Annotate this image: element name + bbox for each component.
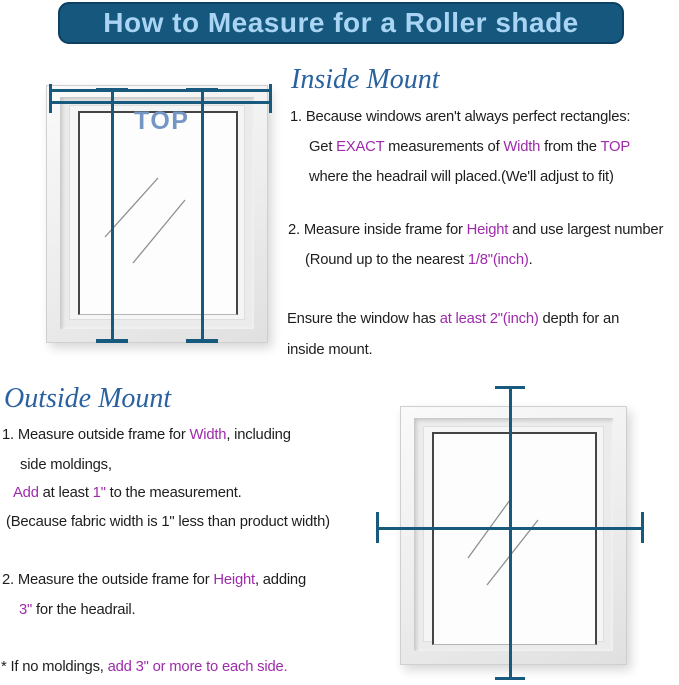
outside-item1-line4: (Because fabric width is 1" less than product width): [6, 514, 330, 530]
outside-item2-line1: [2, 572, 306, 588]
text-segment: .: [528, 252, 533, 268]
text-segment: Get: [309, 139, 337, 155]
text-segment: , adding: [254, 572, 306, 588]
outside-item1-line3: [13, 485, 242, 501]
emphasis-height: Height: [213, 572, 255, 588]
outside-width-right-cap: [641, 512, 644, 543]
text-segment: depth for an: [538, 311, 620, 327]
width-measure-end-tick-left: [49, 84, 52, 113]
inside-item1-line1: 1. Because windows aren't always perfect rectangles:: [290, 109, 631, 125]
top-label: TOP: [134, 107, 190, 135]
text-segment: from the: [540, 139, 601, 155]
emphasis-height: Height: [466, 222, 509, 238]
outside-mount-heading: Outside Mount: [4, 383, 172, 414]
emphasis-top: TOP: [600, 139, 631, 155]
text-segment: Ensure the window has: [287, 311, 440, 327]
inside-item1-line3: where the headrail will placed.(We'll adjust to fit): [309, 169, 614, 185]
outside-height-bottom-cap: [495, 677, 525, 680]
emphasis-width: Width: [503, 139, 541, 155]
inside-item2-line2: [305, 252, 533, 268]
text-segment: (Round up to the nearest: [305, 252, 468, 268]
text-segment: 2. Measure inside frame for: [288, 222, 467, 238]
outside-height-measure-line: [509, 387, 512, 680]
height-measure-right-bottom-cap: [186, 339, 218, 343]
emphasis-depth: at least 2"(inch): [439, 311, 539, 327]
outside-note: [1, 659, 287, 675]
emphasis-add: Add: [13, 485, 39, 501]
window-glass: [432, 432, 597, 645]
text-segment: for the headrail.: [32, 602, 136, 618]
page-title: How to Measure for a Roller shade: [103, 7, 579, 38]
text-segment: at least: [38, 485, 93, 501]
inside-ensure-line1: [287, 311, 619, 327]
width-measure-end-tick-right: [269, 84, 272, 113]
emphasis-width: Width: [189, 427, 227, 443]
height-measure-left-bottom-cap: [96, 339, 128, 343]
text-segment: to the measurement.: [105, 485, 242, 501]
text-segment: measurements of: [384, 139, 504, 155]
outside-item1-line2: side moldings,: [20, 457, 112, 473]
text-segment: , including: [226, 427, 291, 443]
inside-item1-line2: [309, 139, 630, 155]
inside-mount-heading: Inside Mount: [291, 64, 440, 95]
outside-width-measure-line: [377, 527, 643, 530]
inside-ensure-line2: inside mount.: [287, 342, 373, 358]
width-measure-line-upper: [50, 89, 272, 92]
height-measure-right-top-cap: [186, 88, 218, 91]
width-measure-line-lower: [50, 101, 272, 104]
outside-item2-line2: [19, 602, 135, 618]
emphasis-exact: EXACT: [336, 139, 385, 155]
text-segment: * If no moldings,: [1, 659, 108, 675]
outside-mount-window-illustration: [400, 406, 627, 665]
text-segment: and use largest number: [508, 222, 664, 238]
text-segment: 2. Measure the outside frame for: [2, 572, 214, 588]
emphasis-three-inch: 3": [19, 602, 33, 618]
emphasis-eighth-inch: 1/8"(inch): [467, 252, 529, 268]
outside-width-left-cap: [376, 512, 379, 543]
height-measure-line-right: [201, 89, 204, 342]
inside-item2-line1: [288, 222, 663, 238]
window-glass: [78, 111, 238, 315]
outside-item1-line1: [2, 427, 291, 443]
height-measure-line-left: [111, 89, 114, 342]
text-segment: 1. Measure outside frame for: [2, 427, 190, 443]
title-banner: [58, 2, 624, 44]
height-measure-left-top-cap: [96, 88, 128, 91]
emphasis-one-inch: 1": [92, 485, 106, 501]
inside-mount-window-illustration: [46, 85, 268, 343]
outside-height-top-cap: [495, 386, 525, 389]
emphasis-add-three-inch: add 3" or more to each side.: [107, 659, 288, 675]
